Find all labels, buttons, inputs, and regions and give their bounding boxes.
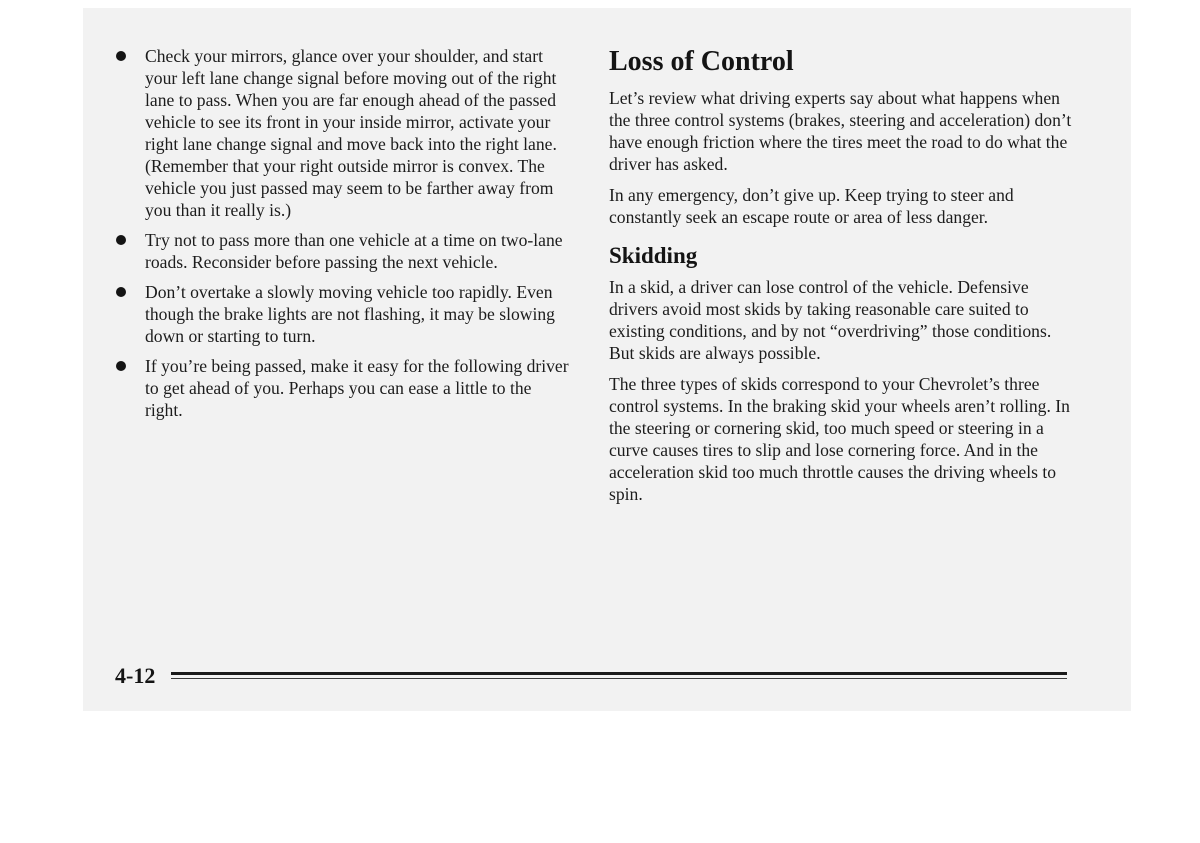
page-number: 4-12 [115, 663, 156, 688]
bullet-icon [116, 361, 126, 371]
bullet-item [113, 355, 573, 421]
bullet-icon [116, 287, 126, 297]
manual-page [83, 8, 1131, 711]
paragraph: In any emergency, don’t give up. Keep trying to steer and constantly seek an escape route or area of less danger. [609, 185, 1014, 227]
bullet-item [113, 281, 573, 347]
footer-rule-thin [171, 678, 1067, 679]
right-column [609, 46, 1079, 514]
left-column [113, 45, 573, 429]
bullet-text: Check your mirrors, glance over your shoulder, and start your left lane change signal before moving out of the right lane to pass. When you are far enough ahead of the passed vehicle to see its front in your inside mirror, activate your right lane change signal and move back into the right lane. (Remember that your right outside mirror is convex. The vehicle you just passed may seem to be farther away from you than it really is.) [145, 46, 557, 220]
bullet-icon [116, 235, 126, 245]
subsection-heading: Skidding [609, 243, 698, 268]
bullet-text: Try not to pass more than one vehicle at a time on two-lane roads. Reconsider before passing the next vehicle. [145, 230, 563, 272]
paragraph: In a skid, a driver can lose control of the vehicle. Defensive drivers avoid most skids by taking reasonable care suited to existing conditions, and by not “overdriving” those conditions. But skids are always possible. [609, 277, 1052, 363]
bullet-text: Don’t overtake a slowly moving vehicle too rapidly. Even though the brake lights are not flashing, it may be slowing down or starting to turn. [145, 282, 555, 346]
paragraph: The three types of skids correspond to your Chevrolet’s three control systems. In the braking skid your wheels aren’t rolling. In the steering or cornering skid, too much speed or steering in a curve causes tires to slip and lose cornering force. And in the acceleration skid too much throttle causes the driving wheels to spin. [609, 374, 1070, 504]
paragraph: Let’s review what driving experts say about what happens when the three control systems (brakes, steering and acceleration) don’t have enough friction where the tires meet the road to do what the driver has asked. [609, 88, 1072, 174]
bullet-item [113, 45, 573, 221]
section-heading: Loss of Control [609, 46, 794, 77]
bullet-text: If you’re being passed, make it easy for the following driver to get ahead of you. Perhaps you can ease a little to the right. [145, 356, 569, 420]
page-footer [115, 663, 1067, 693]
bullet-item [113, 229, 573, 273]
footer-rule [171, 672, 1067, 675]
bullet-icon [116, 51, 126, 61]
